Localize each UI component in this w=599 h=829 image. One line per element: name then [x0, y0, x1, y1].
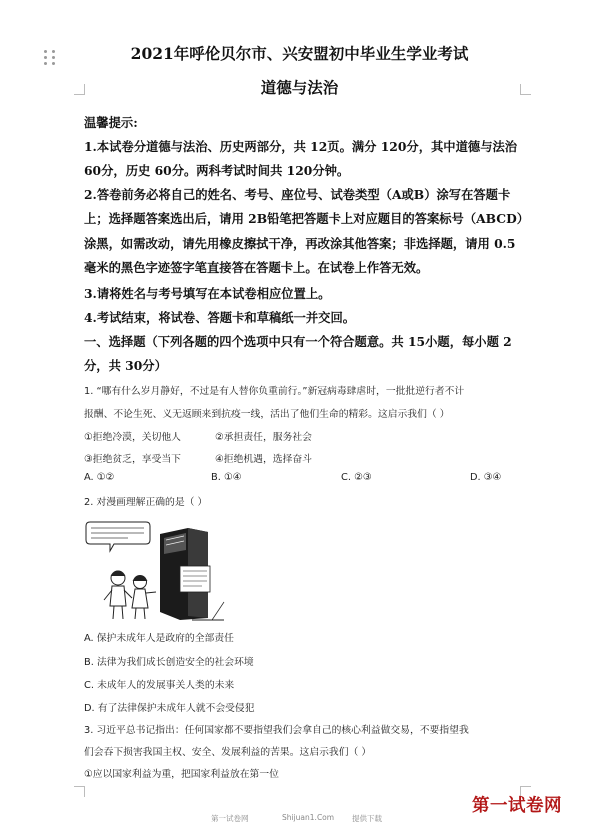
- notice-line: 3.请将姓名与考号填写在本试卷相应位置上。: [84, 286, 331, 301]
- watermark-logo: 第一试卷网: [472, 796, 562, 816]
- notice-line: 涂黑，如需改动，请先用橡皮擦拭干净，再改涂其他答案；非选择题，请用 0.5: [84, 236, 516, 251]
- q3-statement: ①应以国家利益为重，把国家利益放在第一位: [84, 769, 279, 780]
- q2-option-b: B. 法律为我们成长创造安全的社会环境: [84, 657, 254, 668]
- q1-statement: ①拒绝冷漠，关切他人: [84, 432, 181, 443]
- q1-statement: ③拒绝贫乏，享受当下: [84, 454, 181, 465]
- q1-stem-cont: 报酬、不论生死、义无返顾来到抗疫一线，活出了他们生命的精彩。这启示我们（ ）: [84, 409, 450, 420]
- notice-line: 1.本试卷分道德与法治、历史两部分，共 12页。满分 120分，其中道德与法治: [84, 139, 518, 154]
- q1-option-b: B. ①④: [211, 472, 242, 483]
- q1-stem: 1. “哪有什么岁月静好，不过是有人替你负重前行。”新冠病毒肆虐时，一批批逆行者不计: [84, 386, 465, 397]
- q3-stem-cont: 们会吞下损害我国主权、安全、发展利益的苦果。这启示我们（ ）: [84, 747, 372, 758]
- crop-mark-bottom-left: [74, 786, 85, 797]
- notice-heading: 温馨提示:: [84, 115, 138, 130]
- q1-statement: ④拒绝机遇，选择奋斗: [215, 454, 312, 465]
- q2-option-c: C. 未成年人的发展事关人类的未来: [84, 680, 235, 691]
- notice-line: 毫米的黑色字迹签字笔直接答在答题卡上。在试卷上作答无效。: [84, 260, 429, 275]
- section-heading: 一、选择题（下列各题的四个选项中只有一个符合题意。共 15小题，每小题 2: [84, 334, 512, 349]
- notice-line: 4.考试结束，将试卷、答题卡和草稿纸一并交回。: [84, 310, 356, 325]
- exam-title: 2021年呼伦贝尔市、兴安盟初中毕业生学业考试: [130, 44, 469, 63]
- footer-site-name: 第一试卷网: [211, 814, 249, 823]
- q1-option-a: A. ①②: [84, 472, 115, 483]
- q1-statement: ②承担责任，服务社会: [215, 432, 312, 443]
- q3-stem: 3. 习近平总书记指出：任何国家都不要指望我们会拿自己的核心利益做交易，不要指望我: [84, 725, 469, 736]
- notice-line: 上；选择题答案选出后，请用 2B铅笔把答题卡上对应题目的答案标号（ABCD）: [84, 211, 530, 226]
- notice-line: 2.答卷前务必将自己的姓名、考号、座位号、试卷类型（A或B）涂写在答题卡: [84, 187, 511, 202]
- q2-option-a: A. 保护未成年人是政府的全部责任: [84, 633, 234, 644]
- footer-download: 提供下载: [352, 814, 382, 823]
- q1-option-d: D. ③④: [470, 472, 502, 483]
- section-heading-cont: 分，共 30分）: [84, 358, 167, 373]
- exam-subject: 道德与法治: [260, 78, 339, 97]
- footer-site-url[interactable]: Shijuan1.Com: [282, 813, 335, 822]
- q1-option-c: C. ②③: [341, 472, 372, 483]
- q2-stem: 2. 对漫画理解正确的是（ ）: [84, 497, 208, 508]
- cartoon-image: [84, 520, 242, 622]
- notice-line: 60分，历史 60分。两科考试时间共 120分钟。: [84, 163, 350, 178]
- q2-option-d: D. 有了法律保护未成年人就不会受侵犯: [84, 703, 255, 714]
